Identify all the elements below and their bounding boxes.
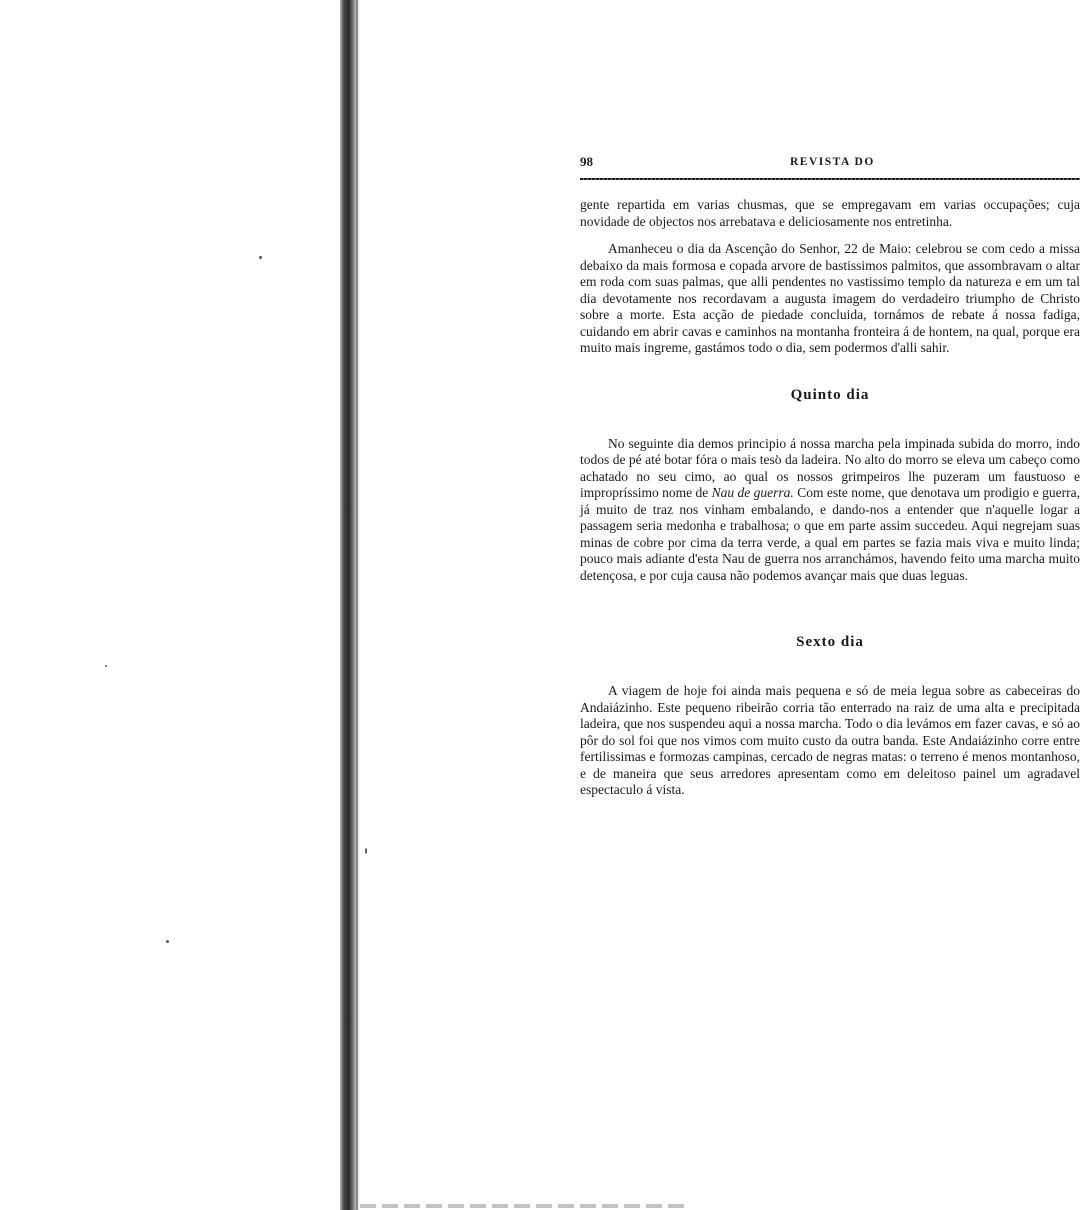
- paragraph-quinto-dia: [580, 436, 1080, 585]
- paragraph-continued: gente repartida em varias chusmas, que se empregavam em varias occupações; cuja novidade de objectos nos arrebatava e deliciosamente nos entretinha.: [580, 197, 1080, 229]
- scan-speck: [105, 665, 107, 667]
- scan-speck: [166, 940, 169, 943]
- header-rule: [580, 178, 1080, 180]
- paragraph-sexto-dia: A viagem de hoje foi ainda mais pequena e só de meia legua sobre as cabeceiras do Andaiázinho. Este pequeno ribeirão corria tão enterrado na raiz de uma alta e precipitada ladeira, que nos suspendeu aqui a nossa marcha. Todo o dia levámos em fazer cavas, e só ao pôr do sol foi que nos vimos com muito custo da outra banda. Este Andaiázinho corre entre fertilissimas e formozas campinas, cercado de negras matas: o terreno é menos montanhoso, e de maneira que seus arredores apresentam como em deleitoso painel um agradavel espectaculo á vista.: [580, 683, 1080, 797]
- quinto-text-after: Com este nome, que denotava um prodigio e guerra, já muito de traz nos vinham embalando, e dando-nos a entender que n'aquelle logar a passagem seria medonha e trabalhosa; o que em parte assim succedeu. Aqui negrejam suas minas de cobre por cima da terra verde, a qual em partes se fazia mais viva e muito linda; pouco mais adiante d'esta Nau de guerra nos arranchámos, havendo feito uma marcha muito detençosa, e por cuja causa não podemos avançar mais que duas leguas.: [580, 485, 1080, 583]
- running-header: [580, 150, 1080, 174]
- scan-speck: [365, 848, 367, 854]
- section-title-quinto: Quinto dia: [790, 386, 870, 403]
- gutter-edge: [356, 0, 358, 1210]
- paragraph-ascension: Amanheceu o dia da Ascenção do Senhor, 22 de Maio: celebrou se com cedo a missa debaixo da mais formosa e copada arvore de bastissimos palmitos, que assombravam o altar em roda com suas palmas, que alli pendentes no vastissimo templo da natureza e em um tal dia devotamente nos recordavam a augusta imagem do verdadeiro triumpho de Christo sobre a morte. Esta acção de piedade concluida, tornámos de rebate á nossa fadiga, cuidando em abrir cavas e caminhos na montanha fronteira á de hontem, na qual, porque era muito mais ingreme, gastámos todo o dia, sem podermos d'alli sahir.: [580, 241, 1080, 355]
- scan-speck: [259, 256, 262, 259]
- quinto-text-before: No seguinte dia demos principio á nossa marcha pela impinada subida do morro, indo todos de pé até botar fóra o mais teso da ladeira. No alto do morro se eleva um cabeço como achatado no seu cimo, ao qual os nossos grimpeiros lhe puzeram um faustuoso e impropríssimo nome de: [580, 435, 1080, 500]
- running-title: REVISTA DO: [790, 156, 875, 168]
- page-number: 98: [580, 154, 593, 169]
- page-bottom-edge: [360, 1204, 690, 1208]
- section-title-sexto: Sexto dia: [796, 634, 864, 650]
- book-page: [580, 150, 1080, 799]
- ship-name: Nau de guerra.: [711, 485, 794, 500]
